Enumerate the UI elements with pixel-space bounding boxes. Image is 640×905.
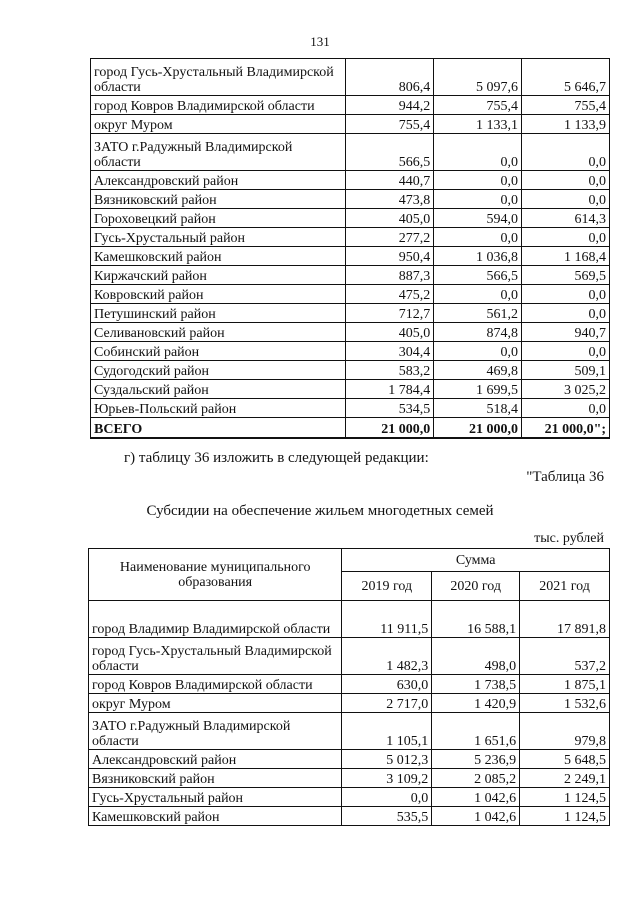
- value-2021: 0,0: [522, 171, 610, 190]
- value-2019: 21 000,0: [346, 418, 434, 439]
- table-row: [91, 190, 610, 209]
- municipality-name: Юрьев-Польский район: [91, 399, 346, 418]
- value-2019: 304,4: [346, 342, 434, 361]
- value-2019: 473,8: [346, 190, 434, 209]
- header-sum: Сумма: [342, 549, 610, 572]
- value-2019: 806,4: [346, 59, 434, 96]
- municipality-name: город Ковров Владимирской области: [91, 96, 346, 115]
- table-row: [91, 266, 610, 285]
- value-2021: 5 648,5: [520, 750, 610, 769]
- value-2020: 1 651,6: [432, 713, 520, 750]
- value-2019: 11 911,5: [342, 601, 432, 638]
- value-2020: 0,0: [434, 228, 522, 247]
- value-2021: 1 133,9: [522, 115, 610, 134]
- municipality-name: Камешковский район: [89, 807, 342, 826]
- value-2020: 0,0: [434, 285, 522, 304]
- table-row: [91, 361, 610, 380]
- value-2020: 469,8: [434, 361, 522, 380]
- value-2021: 0,0: [522, 134, 610, 171]
- table-row: [91, 96, 610, 115]
- value-2020: 5 097,6: [434, 59, 522, 96]
- value-2019: 0,0: [342, 788, 432, 807]
- value-2019: 566,5: [346, 134, 434, 171]
- value-2019: 630,0: [342, 675, 432, 694]
- table-row: [91, 247, 610, 266]
- value-2020: 594,0: [434, 209, 522, 228]
- table-row: [89, 788, 610, 807]
- municipality-name: ЗАТО г.Радужный Владимирской области: [89, 713, 342, 750]
- value-2020: 518,4: [434, 399, 522, 418]
- value-2020: 0,0: [434, 342, 522, 361]
- value-2021: 509,1: [522, 361, 610, 380]
- table-row: [91, 59, 610, 96]
- municipality-name: ЗАТО г.Радужный Владимирской области: [91, 134, 346, 171]
- table-row: [91, 285, 610, 304]
- table-row: [89, 713, 610, 750]
- header-municipality: Наименование муниципального образования: [89, 549, 342, 601]
- value-2020: 1 042,6: [432, 788, 520, 807]
- value-2020: 1 042,6: [432, 807, 520, 826]
- table-label: "Таблица 36: [526, 469, 604, 485]
- value-2019: 944,2: [346, 96, 434, 115]
- table-row: [91, 209, 610, 228]
- table-row: [89, 601, 610, 638]
- value-2021: 0,0: [522, 304, 610, 323]
- value-2019: 277,2: [346, 228, 434, 247]
- value-2019: 5 012,3: [342, 750, 432, 769]
- value-2019: 1 105,1: [342, 713, 432, 750]
- value-2021: 1 532,6: [520, 694, 610, 713]
- value-2020: 1 133,1: [434, 115, 522, 134]
- table-title: Субсидии на обеспечение жильем многодетных семей: [146, 503, 494, 519]
- value-2021: 1 875,1: [520, 675, 610, 694]
- value-2019: 440,7: [346, 171, 434, 190]
- value-2019: 534,5: [346, 399, 434, 418]
- value-2020: 21 000,0: [434, 418, 522, 439]
- value-2021: 1 168,4: [522, 247, 610, 266]
- value-2020: 874,8: [434, 323, 522, 342]
- municipality-name: город Владимир Владимирской области: [89, 601, 342, 638]
- units-label: тыс. рублей: [534, 531, 604, 546]
- municipality-name: Камешковский район: [91, 247, 346, 266]
- value-2020: 1 738,5: [432, 675, 520, 694]
- municipality-name: Селивановский район: [91, 323, 346, 342]
- value-2020: 561,2: [434, 304, 522, 323]
- table-row: [89, 694, 610, 713]
- value-2021: 614,3: [522, 209, 610, 228]
- header-year-2021: 2021 год: [520, 572, 610, 601]
- value-2021: 0,0: [522, 399, 610, 418]
- table-row: [89, 638, 610, 675]
- value-2019: 475,2: [346, 285, 434, 304]
- table-row: [91, 399, 610, 418]
- table-row: [89, 675, 610, 694]
- value-2019: 405,0: [346, 209, 434, 228]
- table-row: [89, 769, 610, 788]
- value-2019: 755,4: [346, 115, 434, 134]
- municipality-name: округ Муром: [91, 115, 346, 134]
- municipality-name: город Гусь-Хрустальный Владимирской области: [89, 638, 342, 675]
- municipality-name: Гороховецкий район: [91, 209, 346, 228]
- value-2021: 0,0: [522, 285, 610, 304]
- table-row: [91, 228, 610, 247]
- value-2021: 1 124,5: [520, 807, 610, 826]
- table-row: [91, 115, 610, 134]
- value-2019: 1 482,3: [342, 638, 432, 675]
- value-2021: 17 891,8: [520, 601, 610, 638]
- table-row: [91, 134, 610, 171]
- municipality-name: Судогодский район: [91, 361, 346, 380]
- value-2021: 537,2: [520, 638, 610, 675]
- value-2021: 1 124,5: [520, 788, 610, 807]
- value-2019: 2 717,0: [342, 694, 432, 713]
- amendment-paragraph: г) таблицу 36 изложить в следующей редакции:: [124, 450, 429, 466]
- table-row: [91, 171, 610, 190]
- large-families-housing-table: [88, 548, 610, 826]
- municipality-name: город Ковров Владимирской области: [89, 675, 342, 694]
- value-2021: 979,8: [520, 713, 610, 750]
- value-2021: 940,7: [522, 323, 610, 342]
- table-row: [91, 342, 610, 361]
- table-row: [91, 304, 610, 323]
- value-2021: 5 646,7: [522, 59, 610, 96]
- table-row: [91, 323, 610, 342]
- value-2021: 2 249,1: [520, 769, 610, 788]
- header-year-2019: 2019 год: [342, 572, 432, 601]
- value-2021: 0,0: [522, 342, 610, 361]
- municipality-name: Ковровский район: [91, 285, 346, 304]
- table-row: [89, 750, 610, 769]
- header-year-2020: 2020 год: [432, 572, 520, 601]
- value-2020: 1 036,8: [434, 247, 522, 266]
- municipality-name: Александровский район: [91, 171, 346, 190]
- value-2019: 950,4: [346, 247, 434, 266]
- value-2021: 569,5: [522, 266, 610, 285]
- value-2020: 498,0: [432, 638, 520, 675]
- value-2019: 712,7: [346, 304, 434, 323]
- municipality-name: Гусь-Хрустальный район: [91, 228, 346, 247]
- value-2019: 583,2: [346, 361, 434, 380]
- value-2021: 0,0: [522, 228, 610, 247]
- value-2020: 0,0: [434, 171, 522, 190]
- table-row: [89, 807, 610, 826]
- value-2019: 405,0: [346, 323, 434, 342]
- value-2021: 21 000,0";: [522, 418, 610, 439]
- table-total-row: [91, 418, 610, 439]
- value-2020: 0,0: [434, 134, 522, 171]
- municipality-name: ВСЕГО: [91, 418, 346, 439]
- municipality-name: Гусь-Хрустальный район: [89, 788, 342, 807]
- value-2020: 16 588,1: [432, 601, 520, 638]
- value-2021: 755,4: [522, 96, 610, 115]
- municipality-name: Вязниковский район: [91, 190, 346, 209]
- value-2021: 0,0: [522, 190, 610, 209]
- value-2019: 1 784,4: [346, 380, 434, 399]
- value-2020: 0,0: [434, 190, 522, 209]
- value-2019: 535,5: [342, 807, 432, 826]
- municipality-name: Вязниковский район: [89, 769, 342, 788]
- municipality-name: округ Муром: [89, 694, 342, 713]
- municipality-name: Собинский район: [91, 342, 346, 361]
- municipality-name: Суздальский район: [91, 380, 346, 399]
- municipality-name: Петушинский район: [91, 304, 346, 323]
- value-2020: 755,4: [434, 96, 522, 115]
- table-row: [91, 380, 610, 399]
- value-2020: 1 420,9: [432, 694, 520, 713]
- municipality-name: Киржачский район: [91, 266, 346, 285]
- value-2021: 3 025,2: [522, 380, 610, 399]
- value-2019: 3 109,2: [342, 769, 432, 788]
- value-2019: 887,3: [346, 266, 434, 285]
- value-2020: 1 699,5: [434, 380, 522, 399]
- page-number: 131: [310, 34, 330, 49]
- municipality-name: город Гусь-Хрустальный Владимирской области: [91, 59, 346, 96]
- subsidy-table-continued: [90, 58, 610, 439]
- municipality-name: Александровский район: [89, 750, 342, 769]
- value-2020: 5 236,9: [432, 750, 520, 769]
- value-2020: 2 085,2: [432, 769, 520, 788]
- value-2020: 566,5: [434, 266, 522, 285]
